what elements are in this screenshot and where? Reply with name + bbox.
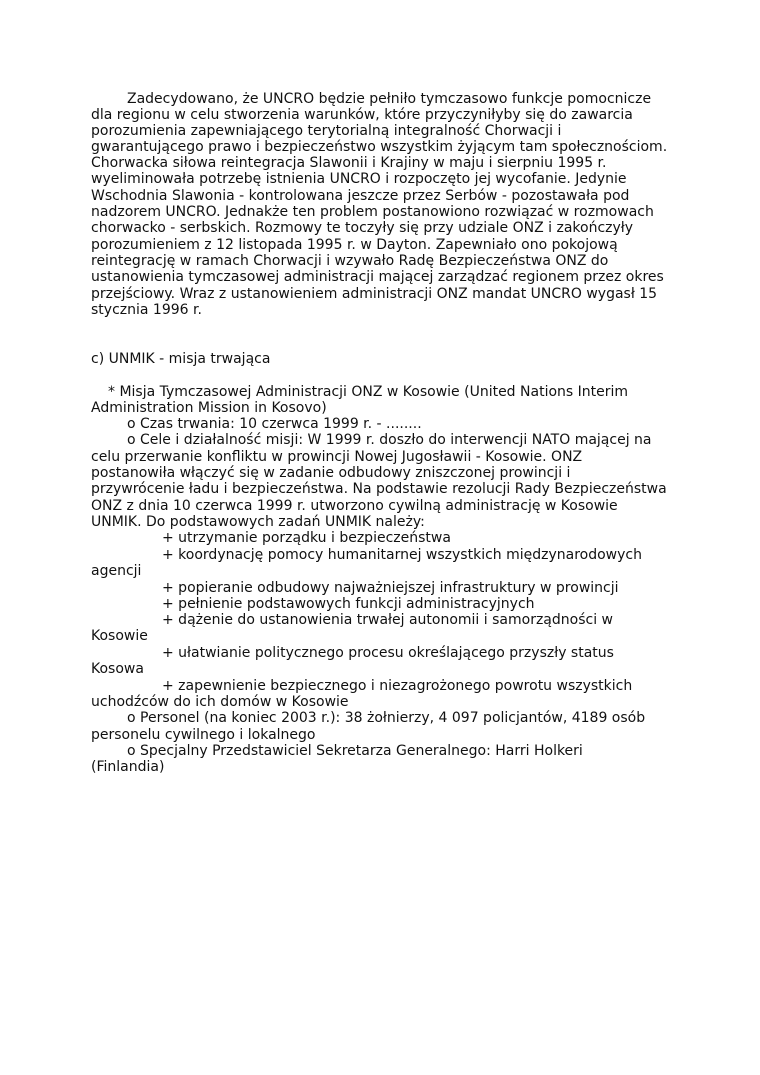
intro-line: przejściowy. Wraz z ustanowieniem administracji ONZ mandat UNCRO wygasł 15 [91,286,658,302]
intro-line: reintegrację w ramach Chorwacji i wzywało Radę Bezpieczeństwa ONZ do [91,253,609,269]
representative-line: (Finlandia) [91,759,165,775]
task-item: + ułatwianie politycznego procesu określającego przyszły status [162,645,614,661]
personnel-line: o Personel (na koniec 2003 r.): 38 żołnierzy, 4 097 policjantów, 4189 osób [127,710,646,726]
duration-line: o Czas trwania: 10 czerwca 1999 r. - ........ [127,416,422,432]
goals-line: celu przerwanie konfliktu w prowincji Nowej Jugosławii - Kosowie. ONZ [91,449,583,465]
task-item: + dążenie do ustanowienia trwałej autonomii i samorządności w [162,612,613,628]
intro-line: Zadecydowano, że UNCRO będzie pełniło tymczasowo funkcje pomocnicze [127,91,652,107]
mission-title-line: Administration Mission in Kosovo) [91,400,327,416]
task-item-continuation: Kosowa [91,661,144,677]
task-item: + zapewnienie bezpiecznego i niezagrożonego powrotu wszystkich [162,678,633,694]
goals-line: o Cele i działalność misji: W 1999 r. doszło do interwencji NATO mającej na [127,432,652,448]
mission-title-line: * Misja Tymczasowej Administracji ONZ w Kosowie (United Nations Interim [108,384,629,400]
task-item-continuation: Kosowie [91,628,148,644]
intro-line: wyeliminowała potrzebę istnienia UNCRO i rozpoczęto jej wycofanie. Jedynie [91,171,627,187]
task-item: + koordynację pomocy humanitarnej wszystkich międzynarodowych [162,547,642,563]
intro-line: ustanowienia tymczasowej administracji mającej zarządzać regionem przez okres [91,269,664,285]
intro-line: stycznia 1996 r. [91,302,202,318]
intro-line: chorwacko - serbskich. Rozmowy te toczyły się przy udziale ONZ i zakończyły [91,220,634,236]
section-heading: c) UNMIK - misja trwająca [91,351,271,367]
intro-line: gwarantującego prawo i bezpieczeństwo wszystkim żyjącym tam społecznościom. [91,139,668,155]
task-item: + popieranie odbudowy najważniejszej infrastruktury w prowincji [162,580,619,596]
task-item: + utrzymanie porządku i bezpieczeństwa [162,530,451,546]
goals-line: UNMIK. Do podstawowych zadań UNMIK należy: [91,514,425,530]
intro-line: Wschodnia Slawonia - kontrolowana jeszcze przez Serbów - pozostawała pod [91,188,630,204]
intro-line: Chorwacka siłowa reintegracja Slawonii i Krajiny w maju i sierpniu 1995 r. [91,155,607,171]
intro-line: dla regionu w celu stworzenia warunków, które przyczyniłyby się do zawarcia [91,107,633,123]
intro-line: porozumienia zapewniającego terytorialną integralność Chorwacji i [91,123,562,139]
personnel-line: personelu cywilnego i lokalnego [91,727,316,743]
goals-line: ONZ z dnia 10 czerwca 1999 r. utworzono cywilną administrację w Kosowie [91,498,618,514]
task-item-continuation: agencji [91,563,142,579]
goals-line: przywrócenie ładu i bezpieczeństwa. Na podstawie rezolucji Rady Bezpieczeństwa [91,481,667,497]
representative-line: o Specjalny Przedstawiciel Sekretarza Generalnego: Harri Holkeri [127,743,583,759]
intro-line: porozumieniem z 12 listopada 1995 r. w Dayton. Zapewniało ono pokojową [91,237,618,253]
intro-line: nadzorem UNCRO. Jednakże ten problem postanowiono rozwiązać w rozmowach [91,204,654,220]
goals-line: postanowiła włączyć się w zadanie odbudowy zniszczonej prowincji i [91,465,571,481]
task-item: + pełnienie podstawowych funkcji administracyjnych [162,596,535,612]
task-item-continuation: uchodźców do ich domów w Kosowie [91,694,349,710]
